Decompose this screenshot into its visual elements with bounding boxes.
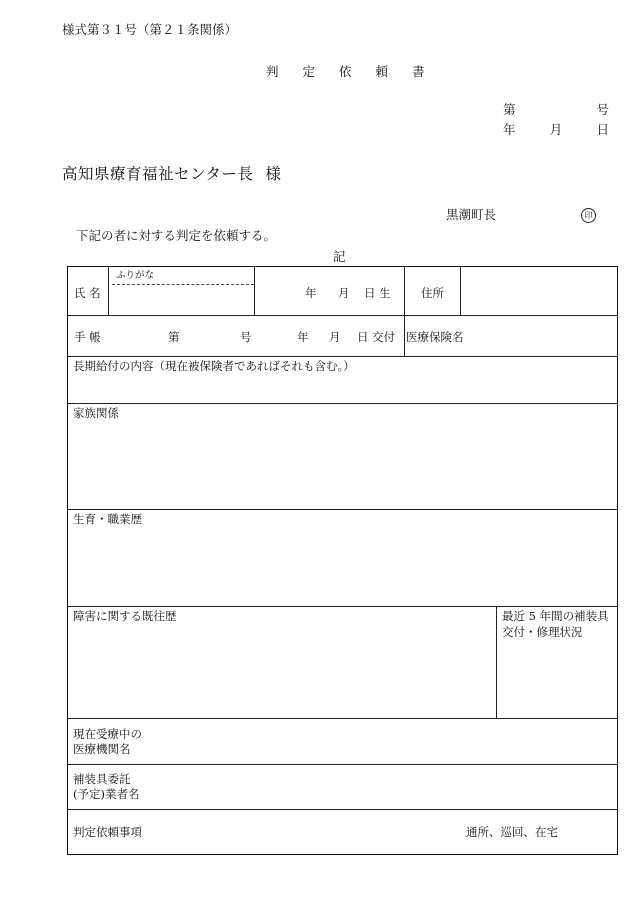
addressee-name: 高知県療育福祉センター長: [62, 165, 254, 183]
birth-day-label: 日 生: [364, 286, 391, 300]
column-divider: [404, 266, 405, 356]
date-month-label: 月: [549, 122, 563, 137]
document-date-row: [503, 124, 609, 137]
techo-label: 手 帳: [74, 330, 101, 344]
issue-year-label: 年: [297, 330, 309, 344]
furigana-label: ふりがな: [116, 270, 155, 281]
row-divider: [67, 718, 618, 719]
column-divider: [460, 266, 461, 315]
techo-dai-label: 第: [168, 330, 180, 344]
name-label: 氏 名: [74, 286, 101, 300]
addressee-suffix: 様: [265, 165, 282, 183]
medical-institution-label-line1: 現在受療中の: [73, 727, 142, 741]
contractor-label-line2: (予定)業者名: [73, 787, 140, 801]
aids-label-line1: 最近 5 年間の補装具: [502, 609, 609, 623]
birth-year-label: 年: [305, 286, 317, 300]
aids-label-line2: 交付・修理状況: [502, 625, 583, 639]
date-year-label: 年: [503, 122, 516, 137]
family-label: 家族関係: [73, 406, 119, 420]
date-day-label: 日: [596, 122, 609, 137]
insurance-label: 医療保険名: [406, 330, 464, 344]
row-divider: [67, 809, 618, 810]
seal-mark: 印: [581, 208, 596, 223]
request-text: 下記の者に対する判定を依頼する。: [76, 228, 277, 243]
issue-day-label: 日 交付: [357, 330, 396, 344]
column-divider: [496, 606, 497, 718]
request-items-options: 通所、巡回、在宅: [466, 825, 558, 839]
number-label-go: 号: [596, 102, 609, 117]
name-field[interactable]: [115, 288, 250, 310]
medical-institution-label-line2: 医療機関名: [73, 742, 131, 756]
ki-heading: 記: [333, 249, 346, 264]
addressee: [62, 167, 281, 183]
row-divider: [67, 764, 618, 765]
document-number-row: [503, 104, 609, 117]
row-divider: [67, 509, 618, 510]
number-label-dai: 第: [503, 102, 516, 117]
disability-history-label: 障害に関する既往歴: [73, 609, 177, 623]
history-label: 生育・職業歴: [73, 512, 142, 526]
row-divider: [67, 356, 618, 357]
address-field[interactable]: [466, 272, 612, 310]
form-number: 様式第３１号（第２１条関係）: [62, 22, 238, 37]
issue-month-label: 月: [329, 330, 341, 344]
furigana-dashed-line: [112, 284, 254, 285]
request-items-label: 判定依頼事項: [73, 825, 142, 839]
sender: 黒潮町長: [446, 207, 497, 222]
row-divider: [67, 606, 618, 607]
column-divider: [254, 266, 255, 315]
long-term-benefit-label: 長期給付の内容（現在被保険者であればそれも含む。）: [73, 359, 355, 373]
techo-go-label: 号: [240, 330, 252, 344]
address-label: 住所: [421, 286, 444, 300]
birth-month-label: 月: [338, 286, 350, 300]
row-divider: [67, 315, 618, 316]
contractor-label-line1: 補装具委託: [73, 772, 131, 786]
document-title: 判定依頼書: [266, 64, 449, 79]
column-divider: [108, 266, 109, 315]
form-table: [67, 266, 618, 855]
row-divider: [67, 403, 618, 404]
